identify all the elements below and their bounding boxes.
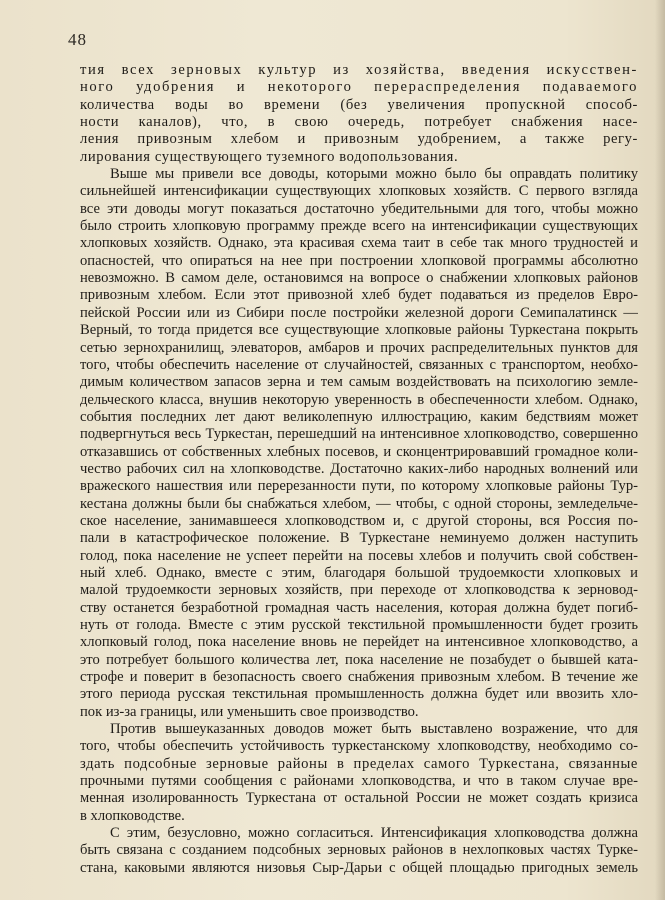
text-line: ству останется безработной громадная часть населения, которая должна будет погиб-: [80, 599, 638, 616]
text-line: того, чтобы обеспечить устойчивость туркестанскому хлопководству, необходимо со-: [80, 738, 638, 755]
text-line: ности каналов), что, в свою очередь, потребует снабжения насе-: [80, 114, 638, 131]
text-line: голод, пока население не успеет перейти на посевы хлебов и получить свой собствен-: [80, 547, 638, 564]
text-line: строфе и поверит в безопасность своего снабжения привозным хлебом. В течение же: [80, 669, 638, 686]
paragraph-2: [80, 166, 638, 721]
text-line: пок из-за границы, или уменьшить свое производство.: [80, 703, 419, 720]
text-line: ления привозным хлебом и привозным удобрением, а также регу-: [80, 131, 638, 148]
text-line: сильнейшей интенсификации существующих хлопковых хозяйств. С первого взгляда: [80, 183, 638, 200]
text-line: прочными путями сообщения с районами хлопководства, и что в таком случае вре-: [80, 773, 638, 790]
text-line: невозможно. В самом деле, остановимся на вопросе о снабжении хлопковых районов: [80, 270, 638, 287]
text-line: события последних лет дают великолепную иллюстрацию, каким бедствиям может: [80, 408, 638, 425]
text-line: привозным хлебом. Если этот привозной хлеб будет подаваться из пределов Евро-: [80, 287, 638, 304]
text-line: димым количеством запасов зерна и тем самым воздействовать на психологию земле-: [80, 374, 638, 391]
text-line: было строить хлопковую программу прежде всего на интенсификации существующих: [80, 218, 638, 235]
text-line: быть связана с созданием подсобных зерновых районов в нехлопковых частях Турке-: [80, 842, 638, 859]
body-text: [80, 62, 638, 877]
text-line: ный хлеб. Однако, вместе с этим, благодаря большой трудоемкости хлопковых и: [80, 564, 638, 581]
text-line: пали в катастрофическое положение. В Туркестане неминуемо должен наступить: [80, 530, 638, 547]
text-line: сетью зернохранилищ, элеваторов, амбаров и прочих распределительных пунктов для: [80, 339, 638, 356]
text-line: малой трудоемкости зерновых хозяйств, при переходе от хлопководства к зерновод-: [80, 582, 638, 599]
text-line: хлопковый голод, пока население вновь не перейдет на интенсивное хлопководство, а: [80, 634, 638, 651]
text-line: тия всех зерновых культур из хозяйства, введения искусствен-: [80, 62, 638, 78]
text-line: Верный, то тогда придется все существующие хлопковые районы Туркестана покрыть: [80, 322, 638, 339]
text-line: чество рабочих сил на хлопководстве. Достаточно каких-либо народных волнений или: [80, 460, 638, 477]
text-line: вражеского нашествия или перерезанности пути, по которому хлопковые районы Тур-: [80, 478, 638, 495]
paragraph-3: [80, 721, 638, 825]
page-number: 48: [68, 30, 87, 49]
text-line: опасностей, что опираться на нее при построении хлопковой программы абсолютно: [80, 252, 638, 269]
text-line: в хлопководстве.: [80, 807, 185, 824]
text-line: того, чтобы обеспечить население от случайностей, связанных с транспортом, необхо-: [80, 356, 638, 373]
text-line: кестана должны были бы снабжаться хлебом, — чтобы, с одной стороны, земледельче-: [80, 495, 638, 512]
text-line: лирования существующего туземного водопользования.: [80, 148, 459, 165]
text-line: подвергнуться весь Туркестан, перешедший на интенсивное хлопководство, совершенно: [80, 426, 638, 443]
text-line: Выше мы привели все доводы, которыми можно было бы оправдать политику: [110, 166, 638, 183]
text-line: это потребует большого количества лет, пока население не позабудет о бывшей ката-: [80, 651, 638, 668]
text-line: отказавшись от собственных хлебных посевов, и сконцентрировавший громадное коли-: [80, 443, 638, 460]
text-line: все эти доводы могут показаться достаточно убедительными для того, чтобы можно: [80, 200, 638, 217]
text-line: стана, каковыми являются низовья Сыр-Дарьи с общей площадью пригодных земель: [80, 859, 638, 876]
paragraph-4: [80, 825, 638, 877]
text-line: количества воды во времени (без увеличения пропускной способ-: [80, 96, 638, 113]
text-line: менная изолированность Туркестана от остальной России не может создать кризиса: [80, 790, 638, 807]
text-line: пейской России или из Сибири после постройки железной дороги Семипалатинск —: [80, 304, 638, 321]
text-line: ское население, занимавшееся хлопководством и, с другой стороны, вся Россия по-: [80, 512, 638, 529]
text-line: С этим, безусловно, можно согласиться. Интенсификация хлопководства должна: [110, 825, 638, 842]
text-line: этого периода русская текстильная промышленность должна будет или ввозить хло-: [80, 686, 638, 703]
paragraph-1: [80, 62, 638, 166]
text-line: дельческого класса, внушив некоторую уверенность в обеспеченности хлебом. Однако,: [80, 391, 638, 408]
text-line: ного удобрения и некоторого перераспределения подаваемого: [80, 79, 638, 96]
text-line: хлопковых хозяйств. Однако, эта красивая схема таит в себе так много трудностей и: [80, 235, 638, 252]
text-line: нуть от голода. Вместе с этим русской текстильной промышленности будет грозить: [80, 617, 638, 633]
text-line: здать подсобные зерновые районы в пределах самого Туркестана, связанные: [80, 755, 638, 772]
text-line: Против вышеуказанных доводов может быть выставлено возражение, что для: [110, 721, 638, 738]
